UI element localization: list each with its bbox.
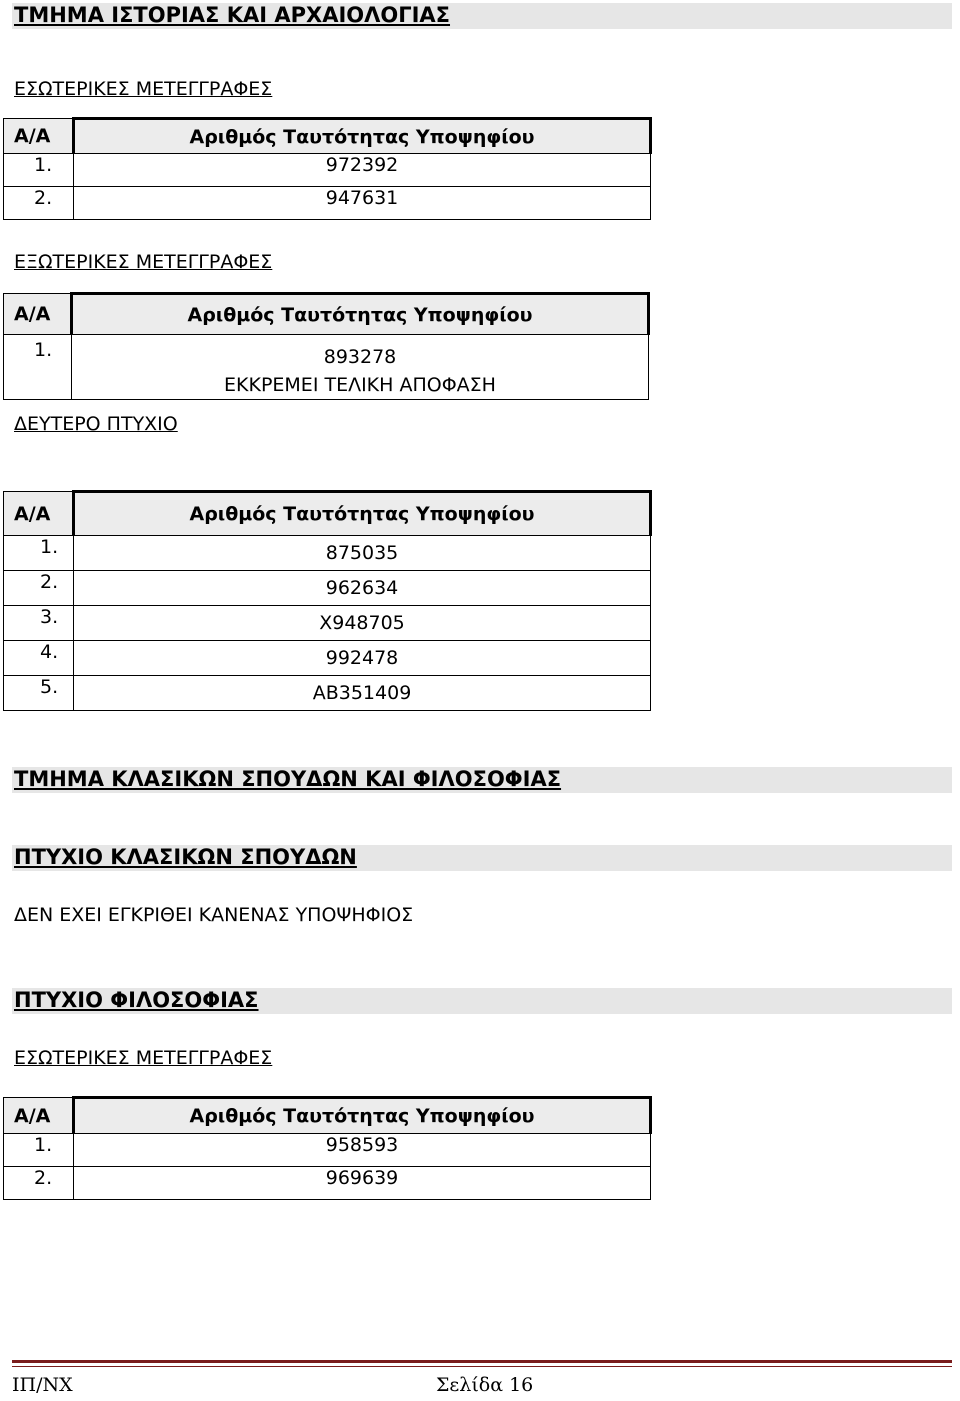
table-row [4,676,651,711]
row-id: 947631 [74,187,651,220]
header-id: Αριθμός Ταυτότητας Υποψηφίου [74,492,651,536]
philosophy-degree-title: ΠΤΥΧΙΟ ΦΙΛΟΣΟΦΙΑΣ [14,988,259,1012]
row-index: 2. [4,187,74,220]
external-transfers-table [3,292,650,400]
external-transfers-heading: ΕΞΩΤΕΡΙΚΕΣ ΜΕΤΕΓΓΡΑΦΕΣ [14,251,273,273]
table-header-row [4,294,649,335]
internal-transfers-table [3,117,652,220]
table-row [4,536,651,571]
header-id: Αριθμός Ταυτότητας Υποψηφίου [74,1098,651,1134]
row-index: 3. [4,606,74,641]
department-title: ΤΜΗΜΑ ΚΛΑΣΙΚΩΝ ΣΠΟΥΔΩΝ ΚΑΙ ΦΙΛΟΣΟΦΙΑΣ [14,767,562,791]
table-header-row [4,492,651,536]
header-id: Αριθμός Ταυτότητας Υποψηφίου [74,119,651,154]
row-index: 1. [4,335,72,400]
header-aa: Α/Α [4,1098,74,1134]
row-id: 969639 [74,1167,651,1200]
row-index: 1. [4,536,74,571]
table-row [4,641,651,676]
row-index: 1. [4,154,74,187]
table-row [4,606,651,641]
row-id: Χ948705 [74,606,651,641]
second-degree-table [3,490,652,711]
row-status: ΕΚΚΡΕΜΕΙ ΤΕΛΙΚΗ ΑΠΟΦΑΣΗ [224,374,496,396]
row-id: ΑΒ351409 [74,676,651,711]
row-id-cell [72,335,649,400]
row-id: 962634 [74,571,651,606]
row-index: 2. [4,1167,74,1200]
row-id: 958593 [74,1134,651,1167]
table-row [4,187,651,220]
no-candidate-note: ΔΕΝ ΕΧΕΙ ΕΓΚΡΙΘΕΙ ΚΑΝΕΝΑΣ ΥΠΟΨΗΦΙΟΣ [14,904,414,926]
row-index: 1. [4,1134,74,1167]
table-header-row [4,1098,651,1134]
internal-transfers-heading: ΕΣΩΤΕΡΙΚΕΣ ΜΕΤΕΓΓΡΑΦΕΣ [14,78,273,100]
row-index: 5. [4,676,74,711]
row-id: 893278 [323,346,397,368]
header-id: Αριθμός Ταυτότητας Υποψηφίου [72,294,649,335]
philosophy-internal-table [3,1096,652,1200]
internal-transfers-heading: ΕΣΩΤΕΡΙΚΕΣ ΜΕΤΕΓΓΡΑΦΕΣ [14,1047,273,1069]
table-row [4,154,651,187]
header-aa: Α/Α [4,294,72,335]
row-index: 2. [4,571,74,606]
header-aa: Α/Α [4,119,74,154]
row-id: 992478 [74,641,651,676]
department-title: ΤΜΗΜΑ ΙΣΤΟΡΙΑΣ ΚΑΙ ΑΡΧΑΙΟΛΟΓΙΑΣ [14,3,451,27]
table-row [4,1167,651,1200]
row-index: 4. [4,641,74,676]
header-aa: Α/Α [4,492,74,536]
footer-rule [12,1360,952,1363]
footer-initials: ΙΠ/ΝΧ [12,1374,73,1396]
row-id: 972392 [74,154,651,187]
table-row [4,1134,651,1167]
second-degree-heading: ΔΕΥΤΕΡΟ ΠΤΥΧΙΟ [14,413,178,435]
table-row [4,335,649,400]
classics-degree-title: ΠΤΥΧΙΟ ΚΛΑΣΙΚΩΝ ΣΠΟΥΔΩΝ [14,845,357,869]
page-number: Σελίδα 16 [436,1374,534,1396]
row-id: 875035 [74,536,651,571]
footer-rule-thin [12,1366,952,1367]
table-header-row [4,119,651,154]
table-row [4,571,651,606]
